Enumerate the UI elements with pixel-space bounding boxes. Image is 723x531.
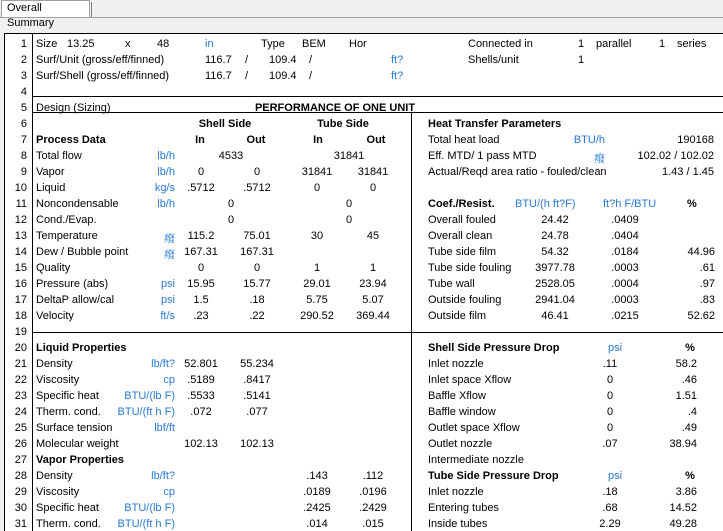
vapor-out: .112 [362,470,384,482]
row-number: 31 [14,518,27,530]
htp-row-value: 1.43 / 1.45 [662,166,714,178]
vapor-row-label: Therm. cond. [36,518,101,530]
area-unit: ft? [391,70,404,82]
shell-pd-row-label: Inlet space Xflow [428,374,512,386]
coef-v1: 54.32 [541,246,569,258]
row-number: 25 [14,422,27,434]
row-number: 21 [14,358,27,370]
vapor-in: .014 [306,518,328,530]
shell-in: 0 [197,166,205,178]
vapor-out: .2429 [359,502,387,514]
tube-out: 31841 [357,166,389,178]
vapor-out: .0196 [359,486,387,498]
htp-row-label: Actual/Reqd area ratio - fouled/clean [428,166,607,178]
coef-v1: 3977.78 [535,262,575,274]
process-row-unit: lb/h [157,166,175,178]
shell-out: .18 [249,294,265,306]
liquid-row-label: Specific heat [36,390,99,402]
type-label: Type [261,38,285,50]
liquid-row-unit: BTU/(lb F) [124,390,175,402]
series-count: 1 [659,38,666,50]
tube-in-heading: In [313,134,323,146]
shell-pd-pct: % [685,342,695,354]
liquid-row-unit: lbf/ft [154,422,175,434]
tube-out: 23.94 [359,278,387,290]
size-label: Size [36,38,58,50]
htp-row-value: 102.02 / 102.02 [637,150,714,162]
shell-out: 167.31 [240,246,274,258]
coef-v1: 46.41 [541,310,569,322]
row-number: 15 [14,262,27,274]
coef-v2: .0404 [611,230,639,242]
coef-v1: 2528.05 [535,278,575,290]
tube-pd-percent: 3.86 [675,486,697,498]
liquid-out: 55.234 [240,358,274,370]
vapor-row-label: Specific heat [36,502,99,514]
tube-out: 369.44 [356,310,390,322]
row-number: 27 [14,454,27,466]
vapor-in: .0189 [303,486,331,498]
shell-pd-percent: 1.51 [675,390,697,402]
process-row-unit: psi [160,278,175,290]
row-number: 24 [14,406,27,418]
row-number: 28 [14,470,27,482]
row-number: 11 [15,198,27,210]
liquid-out: .077 [246,406,268,418]
shell-out: 15.77 [243,278,271,290]
vapor-row-unit: lb/ft? [151,470,175,482]
shell-pd-value: 0 [606,422,614,434]
shell-pd-unit: psi [607,342,623,354]
row-number: 18 [14,310,27,322]
coef-v2: .0003 [611,294,639,306]
shell-out: 75.01 [243,230,271,242]
coef-v3: 44.96 [687,246,715,258]
htp-row-value: 190168 [677,134,714,146]
row-number: 2 [20,54,27,66]
shell-in-heading: In [195,134,205,146]
process-row-label: Liquid [36,182,66,194]
coef-row-label: Tube side fouling [428,262,512,274]
process-row-label: Pressure (abs) [36,278,109,290]
row-number: 19 [14,326,27,338]
tab-bar [0,0,723,29]
coef-row-label: Overall fouled [428,214,496,226]
process-row-unit: 癈 [164,233,175,245]
htp-row-unit: 癈 [594,153,605,165]
liquid-out: .8417 [243,374,271,386]
liquid-out: 102.13 [240,438,274,450]
row-number: 5 [20,102,27,114]
tab-overall-summary[interactable]: Overall Summary [1,0,90,17]
coef-v1: 2941.04 [535,294,575,306]
process-row-label: Dew / Bubble point [36,246,129,258]
row-number: 26 [14,438,27,450]
coef-heading: Coef./Resist. [428,198,495,210]
liquid-out: .5141 [243,390,271,402]
htp-row-label: Total heat load [428,134,500,146]
shell-pd-row-label: Inlet nozzle [428,358,484,370]
vapor-row-unit: BTU/(lb F) [124,502,175,514]
shell-pd-row-label: Baffle Xflow [428,390,486,402]
coef-v2: .0184 [611,246,639,258]
tube-in: 29.01 [303,278,331,290]
size-b: 48 [157,38,170,50]
tube-side-heading: Tube Side [317,118,369,130]
coef-unit2: ft?h F/BTU [603,198,657,210]
shell-pd-value: .11 [602,358,618,370]
vapor-row-label: Density [36,470,73,482]
slash: / [309,54,313,66]
vapor-row-label: Viscosity [36,486,80,498]
row-number: 29 [14,486,27,498]
coef-row-label: Tube wall [428,278,475,290]
tube-total: 0 [345,214,353,226]
coef-v3: 52.62 [687,310,715,322]
performance-title: PERFORMANCE OF ONE UNIT [254,102,416,114]
vapor-row-unit: BTU/(ft h F) [117,518,175,530]
design-label: Design (Sizing) [36,102,111,114]
row-number: 14 [14,246,27,258]
row-number: 30 [14,502,27,514]
tube-out: 0 [369,182,377,194]
vapor-in: .143 [306,470,328,482]
shell-out: .5712 [243,182,271,194]
shell-pd-heading: Shell Side Pressure Drop [428,342,560,354]
coef-v3: .61 [699,262,715,274]
tube-pd-percent: 14.52 [669,502,697,514]
tube-in: 30 [310,230,324,242]
htp-row-unit: BTU/h [573,134,605,146]
overall-summary-sheet [4,33,723,531]
row-number: 16 [14,278,27,290]
shells-value: 1 [578,54,585,66]
row-number: 8 [20,150,27,162]
tube-in: 290.52 [300,310,334,322]
tube-pd-value: .18 [602,486,618,498]
coef-row-label: Outside fouling [428,294,502,306]
row-number: 1 [20,38,27,50]
shell-in: 0 [197,262,205,274]
size-unit: in [205,38,214,50]
process-row-label: Total flow [36,150,82,162]
tube-pd-heading: Tube Side Pressure Drop [428,470,559,482]
size-x: x [125,38,131,50]
coef-unit3: % [687,198,697,210]
liquid-row-label: Molecular weight [36,438,119,450]
liquid-row-unit: BTU/(ft h F) [117,406,175,418]
surf-shell-eff: 109.4 [269,70,297,82]
connected-count: 1 [578,38,585,50]
tube-pd-pct: % [685,470,695,482]
type-value: BEM [302,38,326,50]
series-label: series [677,38,707,50]
tube-total: 0 [345,198,353,210]
shell-pd-row-label: Baffle window [428,406,496,418]
coef-v2: .0004 [611,278,639,290]
vapor-in: .2425 [303,502,331,514]
connected-label: Connected in [468,38,533,50]
shell-pd-percent: .4 [687,406,697,418]
shell-pd-row-label: Outlet nozzle [428,438,493,450]
row-number: 9 [20,166,27,178]
liquid-in: .5189 [187,374,215,386]
liquid-in: 102.13 [184,438,218,450]
row-number: 22 [14,374,27,386]
coef-row-label: Overall clean [428,230,493,242]
size-a: 13.25 [67,38,95,50]
shell-pd-percent: 58.2 [675,358,697,370]
process-row-unit: lb/h [157,198,175,210]
process-row-unit: 癈 [164,249,175,261]
shell-in: .5712 [187,182,215,194]
coef-v1: 24.42 [541,214,569,226]
tube-pd-value: 2.29 [599,518,621,530]
htp-row-label: Eff. MTD/ 1 pass MTD [428,150,537,162]
tube-in: 31841 [301,166,333,178]
row-number: 6 [20,118,27,130]
shells-label: Shells/unit [468,54,519,66]
shell-in: .23 [193,310,209,322]
htp-heading: Heat Transfer Parameters [428,118,562,130]
slash: / [245,54,249,66]
shell-pd-value: .07 [602,438,618,450]
process-row-label: Quality [36,262,71,274]
coef-v3: .97 [699,278,715,290]
shell-pd-percent: .46 [681,374,697,386]
liquid-in: .5533 [187,390,215,402]
tube-pd-value: .68 [602,502,618,514]
tube-total: 31841 [333,150,365,162]
process-row-unit: ft/s [160,310,175,322]
row-number: 10 [14,182,27,194]
liquid-row-label: Viscosity [36,374,80,386]
coef-row-label: Tube side film [428,246,497,258]
slash: / [309,70,313,82]
surf-unit-label: Surf/Unit (gross/eff/finned) [36,54,165,66]
tube-out-heading: Out [366,134,386,146]
process-row-label: Vapor [36,166,65,178]
coef-unit1: BTU/(h ft?F) [515,198,576,210]
surf-shell-label: Surf/Shell (gross/eff/finned) [36,70,170,82]
shell-in: 1.5 [193,294,209,306]
tube-pd-percent: 49.28 [669,518,697,530]
shell-pd-value: 0 [606,390,614,402]
process-row-label: Velocity [36,310,74,322]
orientation: Hor [349,38,367,50]
connected-mode: parallel [596,38,632,50]
row-number: 3 [20,70,27,82]
liquid-row-label: Therm. cond. [36,406,101,418]
tube-in: 5.75 [306,294,328,306]
liquid-row-unit: lb/ft? [151,358,175,370]
process-row-label: DeltaP allow/cal [36,294,115,306]
tube-out: 5.07 [362,294,384,306]
shell-total: 4533 [218,150,244,162]
surf-unit-eff: 109.4 [269,54,297,66]
process-row-unit: psi [160,294,175,306]
vapor-heading: Vapor Properties [36,454,125,466]
coef-v2: .0409 [611,214,639,226]
liquid-in: 52.801 [184,358,218,370]
shell-pd-value: 0 [606,374,614,386]
coef-v1: 24.78 [541,230,569,242]
tube-pd-row-label: Inlet nozzle [428,486,484,498]
liquid-row-label: Surface tension [36,422,113,434]
shell-in: 167.31 [184,246,218,258]
liquid-in: .072 [190,406,212,418]
shell-pd-percent: 38.94 [669,438,697,450]
process-row-unit: kg/s [154,182,175,194]
tube-in: 0 [313,182,321,194]
row-number: 20 [14,342,27,354]
shell-in: 15.95 [187,278,215,290]
coef-row-label: Outside film [428,310,487,322]
tube-pd-row-label: Entering tubes [428,502,499,514]
slash: / [245,70,249,82]
liquid-row-unit: cp [163,374,175,386]
row-number: 7 [20,134,27,146]
tube-out: 1 [369,262,377,274]
surf-shell-gross: 116.7 [205,70,232,82]
row-number: 12 [14,214,27,226]
coef-v2: .0215 [611,310,639,322]
shell-side-heading: Shell Side [198,118,252,130]
shell-out: 0 [253,262,261,274]
row-number: 4 [20,86,27,98]
coef-v3: .83 [699,294,715,306]
area-unit: ft? [391,54,404,66]
row-number: 13 [14,230,27,242]
shell-out: 0 [253,166,261,178]
vapor-out: .015 [362,518,384,530]
process-row-label: Temperature [36,230,98,242]
shell-pd-percent: .49 [681,422,697,434]
process-row-unit: lb/h [157,150,175,162]
liquid-row-label: Density [36,358,73,370]
process-row-label: Cond./Evap. [36,214,97,226]
shell-pd-value: 0 [606,406,614,418]
row-number: 23 [14,390,27,402]
shell-pd-row-label: Outlet space Xflow [428,422,520,434]
shell-out: .22 [249,310,265,322]
shell-out-heading: Out [246,134,266,146]
tube-in: 1 [313,262,321,274]
process-data-heading: Process Data [36,134,106,146]
surf-unit-gross: 116.7 [205,54,232,66]
tube-pd-unit: psi [607,470,623,482]
tube-pd-row-label: Inside tubes [428,518,488,530]
shell-total: 0 [227,198,235,210]
vapor-row-unit: cp [163,486,175,498]
shell-total: 0 [227,214,235,226]
shell-pd-row-label: Intermediate nozzle [428,454,524,466]
tube-out: 45 [366,230,380,242]
liquid-heading: Liquid Properties [36,342,127,354]
coef-v2: .0003 [611,262,639,274]
row-number: 17 [14,294,27,306]
shell-in: 115.2 [187,230,215,242]
process-row-label: Noncondensable [36,198,119,210]
